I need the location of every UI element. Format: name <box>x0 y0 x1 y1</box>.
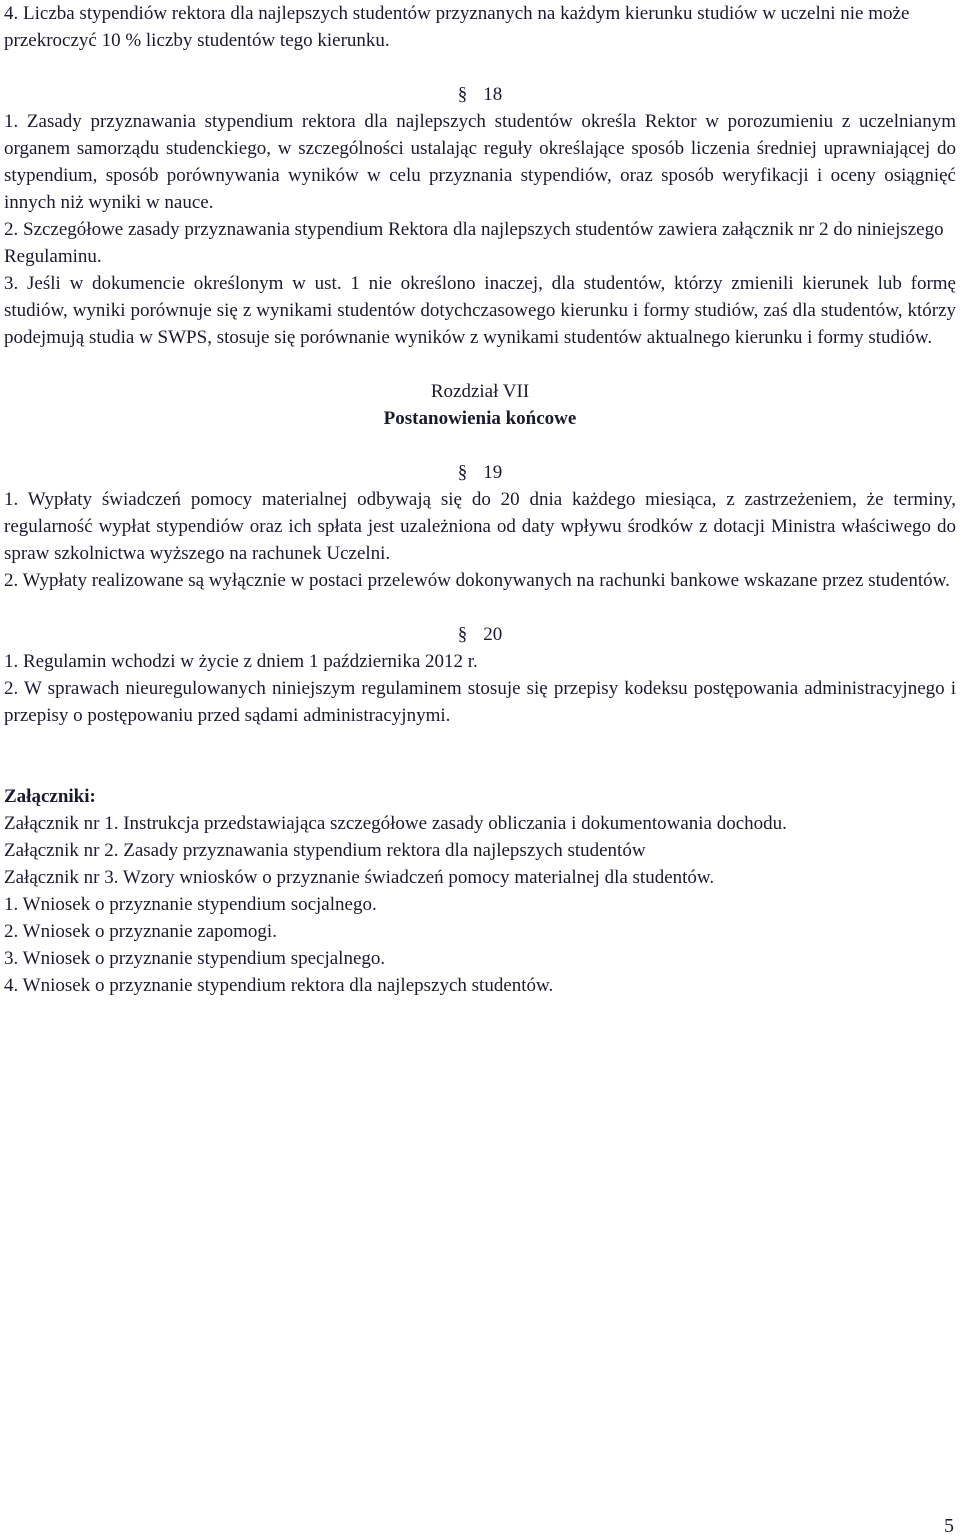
section-sign: § <box>457 462 468 483</box>
section-heading-20 <box>4 621 956 648</box>
paragraph-18-3: 3. Jeśli w dokumencie określonym w ust. 1 nie określono inaczej, dla studentów, którzy zmienili kierunek lub formę studiów, wyniki porównuje się z wynikami studentów dotychczasowego kierunku i formy studiów, zaś dla studentów, którzy podejmują studia w SWPS, stosuje się porównanie wyników z wynikami studentów aktualnego kierunku i formy studiów. <box>4 273 956 348</box>
attachment-item: Załącznik nr 1. Instrukcja przedstawiająca szczegółowe zasady obliczania i dokumentowania dochodu. <box>4 813 787 834</box>
section-heading-19 <box>4 459 956 486</box>
section-number: 18 <box>483 84 503 105</box>
attachment-item: Załącznik nr 3. Wzory wniosków o przyznanie świadczeń pomocy materialnej dla studentów. <box>4 867 715 888</box>
paragraph-19-2: 2. Wypłaty realizowane są wyłącznie w postaci przelewów dokonywanych na rachunki bankowe wskazane przez studentów. <box>4 570 950 591</box>
paragraph-20-2: 2. W sprawach nieuregulowanych niniejszym regulaminem stosuje się przepisy kodeksu postępowania administracyjnego i przepisy o postępowaniu przed sądami administracyjnymi. <box>4 678 956 726</box>
paragraph-18-4: 4. Liczba stypendiów rektora dla najlepszych studentów przyznanych na każdym kierunku studiów w uczelni nie może przekroczyć 10 % liczby studentów tego kierunku. <box>4 3 910 51</box>
attachment-item: 1. Wniosek o przyznanie stypendium socjalnego. <box>4 894 377 915</box>
attachments-list <box>4 810 956 999</box>
attachments-title: Załączniki: <box>4 786 96 807</box>
attachment-item: 3. Wniosek o przyznanie stypendium specjalnego. <box>4 948 386 969</box>
section-sign: § <box>457 84 468 105</box>
document-page <box>4 0 956 999</box>
paragraph-20-1: 1. Regulamin wchodzi w życie z dniem 1 października 2012 r. <box>4 651 478 672</box>
section-heading-18 <box>4 81 956 108</box>
attachment-item: Załącznik nr 2. Zasady przyznawania stypendium rektora dla najlepszych studentów <box>4 840 646 861</box>
section-sign: § <box>457 624 468 645</box>
chapter-title: Postanowienia końcowe <box>383 408 577 429</box>
paragraph-19-1: 1. Wypłaty świadczeń pomocy materialnej odbywają się do 20 dnia każdego miesiąca, z zastrzeżeniem, że terminy, regularność wypłat stypendiów oraz ich spłata jest uzależniona od daty wpływu środków z dotacji Ministra właściwego do spraw szkolnictwa wyższego na rachunek Uczelni. <box>4 489 956 564</box>
section-number: 19 <box>483 462 503 483</box>
chapter-label: Rozdział VII <box>430 381 530 402</box>
paragraph-18-2: 2. Szczegółowe zasady przyznawania stypendium Rektora dla najlepszych studentów zawiera załącznik nr 2 do niniejszego Regulaminu. <box>4 219 944 267</box>
section-number: 20 <box>483 624 503 645</box>
page-number: 5 <box>944 1515 954 1537</box>
paragraph-18-1: 1. Zasady przyznawania stypendium rektora dla najlepszych studentów określa Rektor w porozumieniu z uczelnianym organem samorządu studenckiego, w szczególności ustalając reguły określające sposób liczenia średniej uprawniającej do stypendium, sposób porównywania wyników w celu przyznania stypendiów, oraz sposób weryfikacji i oceny osiągnięć innych niż wyniki w nauce. <box>4 111 956 213</box>
attachment-item: 4. Wniosek o przyznanie stypendium rektora dla najlepszych studentów. <box>4 975 554 996</box>
attachment-item: 2. Wniosek o przyznanie zapomogi. <box>4 921 277 942</box>
